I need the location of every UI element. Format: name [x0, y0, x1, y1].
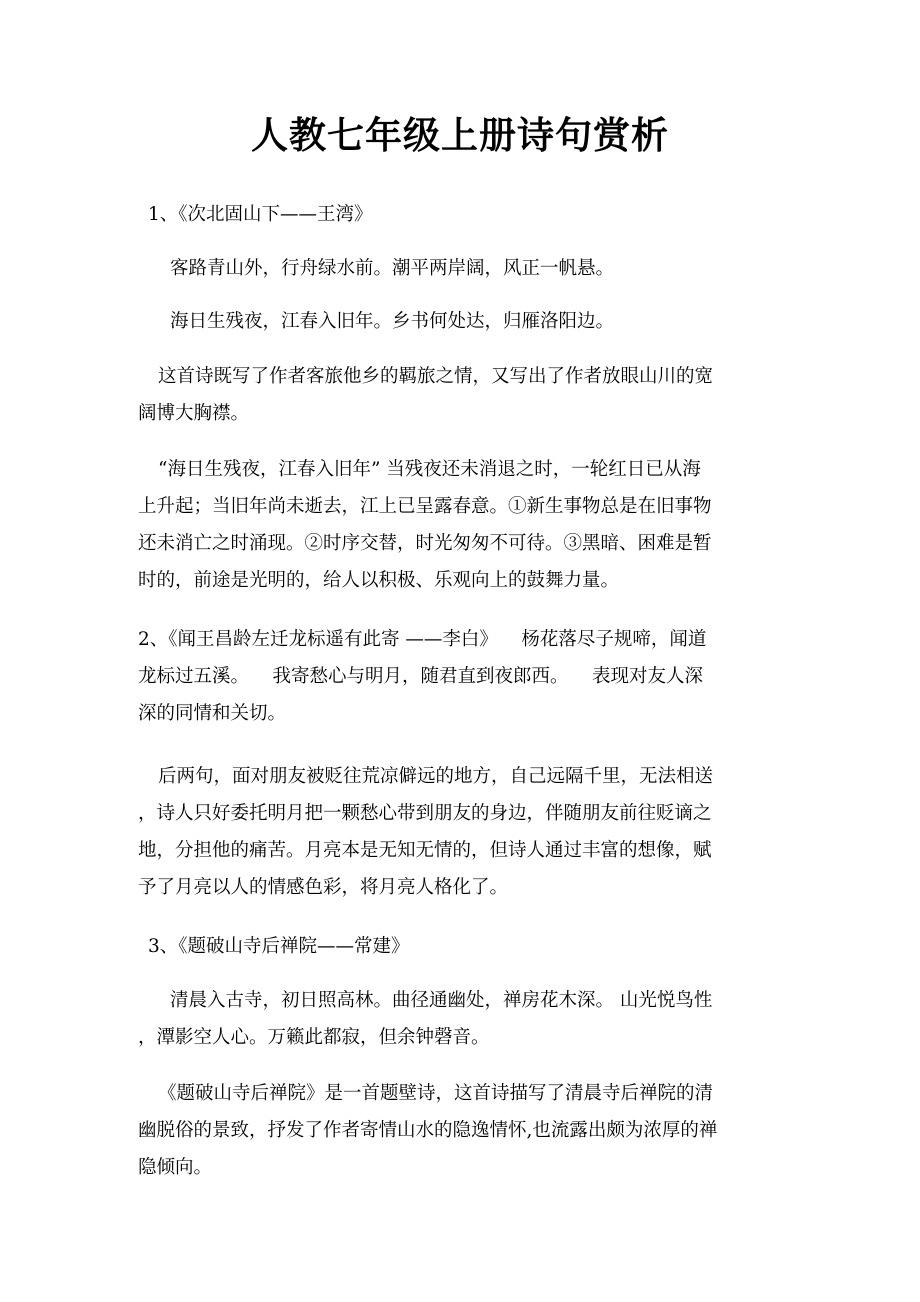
paragraph-line: 上升起；当旧年尚未逝去，江上已呈露春意。①新生事物总是在旧事物 — [138, 496, 712, 517]
section-3-poem — [138, 982, 818, 1056]
poem-line: 海日生残夜，江春入旧年。乡书何处达，归雁洛阳边。 — [170, 311, 615, 332]
section-3-heading — [138, 928, 796, 965]
poem-line: 客路青山外，行舟绿水前。潮平两岸阔，风正一帆悬。 — [170, 258, 615, 279]
paragraph-line: 这首诗既写了作者客旅他乡的羁旅之情，又写出了作者放眼山川的宽 — [158, 366, 714, 387]
paragraph-line: ，诗人只好委托明月把一颗愁心带到朋友的身边，伴随朋友前往贬谪之 — [138, 803, 712, 824]
paragraph-line: 阔博大胸襟。 — [138, 403, 250, 424]
section-1-poem-line-1 — [138, 250, 818, 287]
paragraph-line: 龙标过五溪。 我寄愁心与明月，随君直到夜郎西。 表现对友人深 — [138, 666, 704, 687]
paragraph-line: 还未消亡之时涌现。②时序交替，时光匆匆不可待。③黑暗、困难是暂 — [138, 533, 712, 554]
section-1-analysis-2 — [138, 451, 806, 599]
section-2-heading-block — [138, 621, 786, 732]
paragraph-line: 时的，前途是光明的，给人以积极、乐观向上的鼓舞力量。 — [138, 570, 620, 591]
section-2-analysis — [138, 758, 806, 906]
paragraph-line: 深的同情和关切。 — [138, 703, 287, 724]
section-heading-text: 1、《次北固山下——王湾》 — [148, 204, 373, 225]
section-heading-text: 3、《题破山寺后禅院——常建》 — [148, 936, 410, 957]
section-3-analysis — [138, 1075, 806, 1186]
section-1-analysis-1 — [138, 358, 806, 432]
paragraph-line: 幽脱俗的景致，抒发了作者寄情山水的隐逸情怀,也流露出颇为浓厚的禅 — [138, 1120, 718, 1141]
poem-line: ，潭影空人心。万籁此都寂，但余钟磬音。 — [138, 1027, 490, 1048]
section-1-poem-line-2 — [138, 303, 818, 340]
page-title: 人教七年级上册诗句赏析 — [251, 113, 669, 157]
paragraph-line: 2、《闻王昌龄左迁龙标遥有此寄 ——李白》 杨花落尽子规啼，闻道 — [138, 629, 707, 650]
paragraph-line: 地，分担他的痛苦。月亮本是无知无情的，但诗人通过丰富的想像，赋 — [138, 840, 712, 861]
poem-line: 清晨入古寺，初日照高林。曲径通幽处，禅房花木深。 山光悦鸟性 — [170, 990, 713, 1011]
paragraph-line: 予了月亮以人的情感色彩，将月亮人格化了。 — [138, 877, 509, 898]
paragraph-line: “海日生残夜，江春入旧年” 当残夜还未消退之时，一轮红日已从海 — [158, 459, 701, 480]
paragraph-line: 后两句，面对朋友被贬往荒凉僻远的地方，自己远隔千里，无法相送 — [158, 766, 714, 787]
section-1-heading — [138, 196, 796, 233]
paragraph-line: 隐倾向。 — [138, 1157, 213, 1178]
paragraph-line: 《题破山寺后禅院》是一首题壁诗，这首诗描写了清晨寺后禅院的清 — [158, 1083, 714, 1104]
